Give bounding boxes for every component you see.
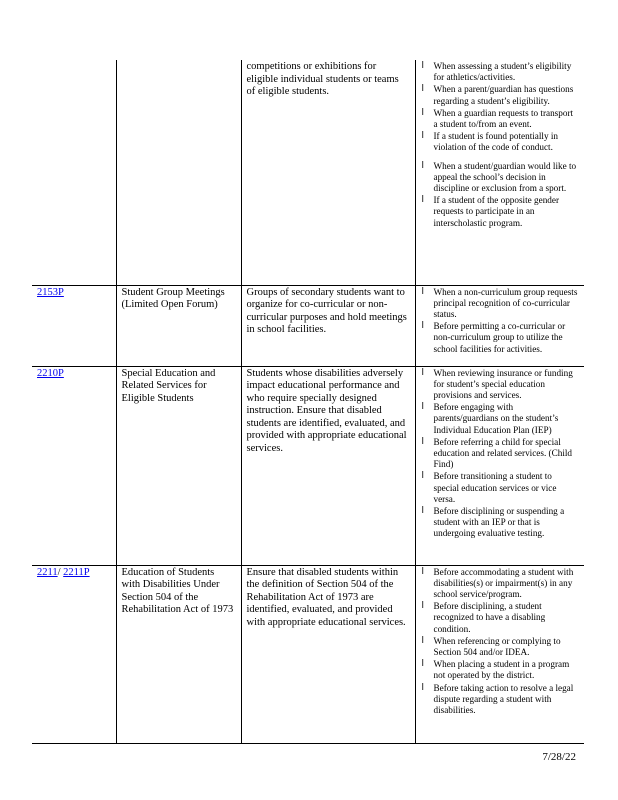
policy-code-cell (32, 565, 116, 743)
list-item: l When a parent/guardian has questions regarding a student’s eligibility. (421, 84, 580, 106)
policy-title-cell (116, 565, 241, 743)
policy-items-cell (415, 285, 584, 366)
list-item: l When referencing or complying to Section 504 and/or IDEA. (421, 636, 580, 658)
policy-code-cell (32, 285, 116, 366)
policy-items-cell (415, 565, 584, 743)
list-item: l Before disciplining, a student recognized to have a disabling condition. (421, 601, 580, 635)
trigger-list (421, 368, 580, 540)
trigger-list (421, 567, 580, 717)
table-row (32, 565, 584, 743)
list-item: l When placing a student in a program not operated by the district. (421, 659, 580, 681)
policy-code-link[interactable]: 2211P (63, 566, 90, 578)
policy-description-cell (241, 366, 415, 565)
policy-items-cell (415, 60, 584, 285)
footer-date: 7/28/22 (542, 751, 576, 763)
policy-title-cell (116, 366, 241, 565)
policy-description-cell (241, 285, 415, 366)
list-item: l Before taking action to resolve a legal dispute regarding a student with disabilities. (421, 683, 580, 717)
policy-code-link[interactable]: 2211 (37, 566, 58, 578)
list-item: l When reviewing insurance or funding for student’s special education provisions and services. (421, 368, 580, 402)
table-row (32, 285, 584, 366)
code-separator: / (57, 566, 61, 578)
list-item: l Before referring a child for special education and related services. (Child Find) (421, 437, 580, 471)
policy-code-link[interactable]: 2153P (37, 286, 64, 298)
table-row (32, 60, 584, 285)
policy-description: competitions or exhibitions for eligible individual students or teams of eligible students. (246, 61, 399, 98)
policy-table (32, 60, 584, 744)
list-item: l When assessing a student’s eligibility for athletics/activities. (421, 61, 580, 83)
policy-description: Students whose disabilities adversely impact educational performance and who require specially designed instruction. Ensure that disabled students are identified, evaluated, and provided with appropriate educational services. (246, 367, 407, 455)
list-item: l Before engaging with parents/guardians on the student’s Individual Education Plan (IEP) (421, 402, 580, 436)
list-item: l If a student is found potentially in violation of the code of conduct. (421, 131, 580, 153)
policy-title: Student Group Meetings (Limited Open Forum) (121, 286, 225, 311)
policy-description: Groups of secondary students want to organize for co-curricular or non-curricular purposes and hold meetings in school facilities. (246, 286, 407, 336)
policy-title: Education of Students with Disabilities Under Section 504 of the Rehabilitation Act of 1973 (121, 566, 234, 616)
policy-title: Special Education and Related Services for Eligible Students (121, 367, 216, 404)
list-item: l If a student of the opposite gender requests to participate in an interscholastic program. (421, 195, 580, 229)
trigger-list (421, 61, 580, 229)
list-item: l Before transitioning a student to special education services or vice versa. (421, 471, 580, 505)
policy-code-cell (32, 60, 116, 285)
list-item: l When a non-curriculum group requests principal recognition of co-curricular status. (421, 287, 580, 321)
list-item: l Before accommodating a student with disabilities(s) or impairment(s) in any school service/program. (421, 567, 580, 601)
policy-code-cell (32, 366, 116, 565)
policy-code-link[interactable]: 2210P (37, 367, 64, 379)
list-item: l When a student/guardian would like to appeal the school’s decision in discipline or exclusion from a sport. (421, 161, 580, 195)
list-item: l When a guardian requests to transport a student to/from an event. (421, 108, 580, 130)
list-item: l Before disciplining or suspending a student with an IEP or that is undergoing evaluative testing. (421, 506, 580, 540)
list-item: l Before permitting a co-curricular or non-curriculum group to utilize the school facilities for activities. (421, 321, 580, 355)
policy-description-cell (241, 565, 415, 743)
trigger-list (421, 287, 580, 355)
table-row (32, 366, 584, 565)
policy-description: Ensure that disabled students within the definition of Section 504 of the Rehabilitation Act of 1973 are identified, evaluated, and provided with appropriate educational services. (246, 566, 406, 628)
policy-title-cell (116, 285, 241, 366)
policy-title-cell (116, 60, 241, 285)
policy-description-cell (241, 60, 415, 285)
policy-items-cell (415, 366, 584, 565)
